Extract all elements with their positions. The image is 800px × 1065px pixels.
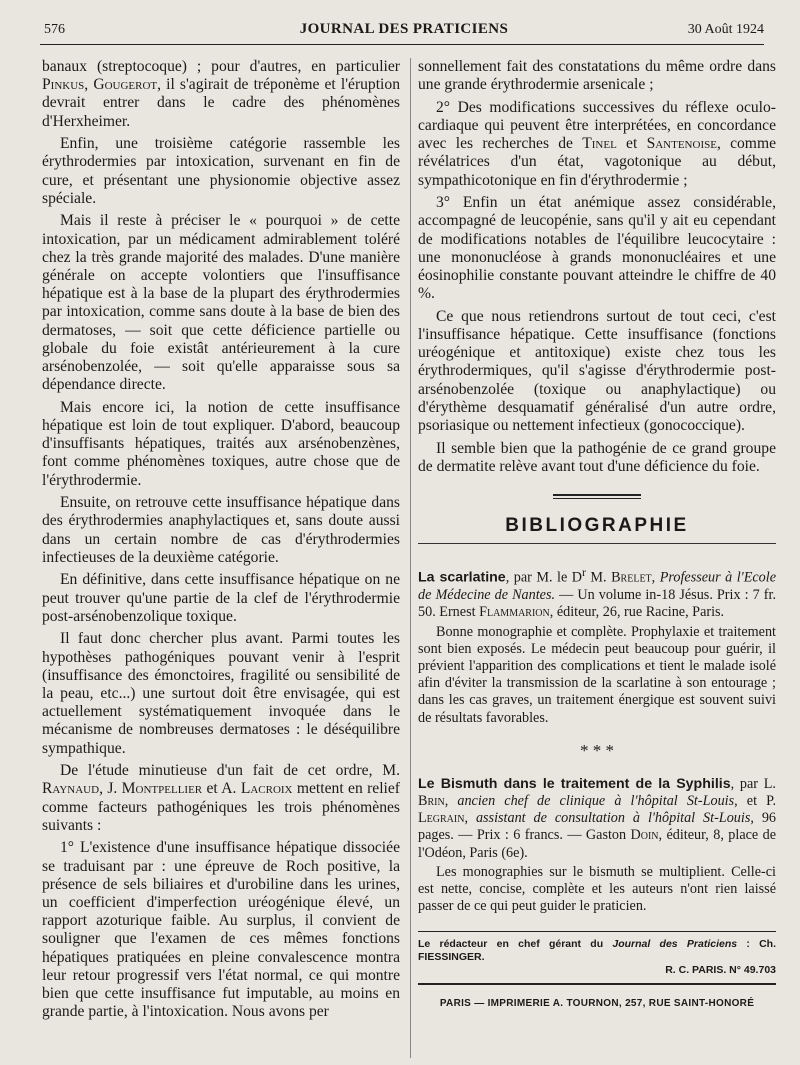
paragraph: Ce que nous retiendrons surtout de tout ceci, c'est l'insuffisance hépatique. Cette insuffisance (fonctions uréogénique et antitoxique) existe chez tous les érythrodermiques, qu'il s'agisse d'érythrodermie post-arsénobenzolée (toxique ou anaphylactique) ou d'érythème desquamatif généralisé d'un autre ordre, psoriasique ou nettement infectieux (gonococcique). bbox=[418, 307, 776, 435]
printer-imprint: PARIS — IMPRIMERIE A. TOURNON, 257, RUE SAINT-HONORÉ bbox=[439, 998, 755, 1010]
page-number: 576 bbox=[44, 22, 65, 37]
issue-date: 30 Août 1924 bbox=[687, 22, 764, 37]
section-rule bbox=[418, 543, 776, 544]
editor-imprint: Le rédacteur en chef gérant du Journal des Praticiens : Ch. FIESSINGER. R. C. PARIS. N° 49.703 bbox=[418, 938, 777, 977]
entry-citation: Le Bismuth dans le traitement de la Syphilis, par L. Brin, ancien chef de clinique à l'hôpital St-Louis, et P. Legrain, assistant de consultation à l'hôpital St-Louis, 96 pages. — Prix : 6 francs. — Gaston Doin, éditeur, 8, place de l'Odéon, Paris (6e). bbox=[418, 775, 777, 861]
paragraph: En définitive, dans cette insuffisance hépatique on ne peut trouver qu'une partie de la clef de l'érythrodermie post-arsénobenzolique toxique. bbox=[42, 571, 400, 625]
author-name: Brin bbox=[418, 793, 445, 809]
paragraph: Enfin, une troisième catégorie rassemble les érythrodermies par intoxication, survenant en fin de cure, et présentant une physionomie objective assez spéciale. bbox=[42, 135, 400, 207]
author-name: Santenoise bbox=[646, 135, 717, 153]
footer-rule bbox=[418, 983, 776, 985]
bibliography-entry bbox=[418, 776, 776, 916]
author-name: Lacroix bbox=[240, 780, 293, 798]
paragraph: Mais il reste à préciser le « pourquoi » de cette intoxication, par un médicament admirablement toléré chez la très grande majorité des malades. D'une manière générale on accepte volontiers que l'insuffisance hépatique est à la base de la plupart des érythrodermies par intoxication, comme sans doute à la base de bien des dermatoses, — soit que cette déficience partielle ou globale du foie existât antérieurement à la cure arsénobenzolée, — soit qu'elle apparaisse sous sa dépendance directe. bbox=[42, 212, 400, 394]
bibliography-section bbox=[418, 494, 776, 544]
footer-rule bbox=[418, 931, 776, 932]
paragraph: 1° L'existence d'une insuffisance hépatique dissociée se traduisant par : une épreuve de Roch positive, la présence de sels biliaires et d'urobiline dans les urines, un coefficient d'imperfection uréogénique élevé, un rapport azoturique faible. Au surplus, il convient de souligner que l'examen de ces mêmes fonctions hépatiques pratiquées en pleine convalescence montra leur retour progressif vers l'état normal, ce qui montre bien que cette insuffisance fut imputable, au moins en grande partie, à l'intoxication. Nous avons per bbox=[42, 839, 400, 1021]
bibliography-title: BIBLIOGRAPHIE bbox=[505, 515, 689, 537]
paragraph: 2° Des modifications successives du réflexe oculo-cardiaque qui peuvent être interprétées, en concordance avec les recherches de Tinel et Santenoise, comme révélatrices d'un état, vagotonique au début, sympathicotonique en fin d'érythrodermie ; bbox=[418, 98, 776, 189]
author-name: Legrain bbox=[418, 810, 465, 827]
paragraph: Il semble bien que la pathogénie de ce grand groupe de dermatite relève avant tout d'une déficience du foie. bbox=[418, 439, 776, 475]
author-name: Montpellier bbox=[121, 780, 203, 798]
book-title: La scarlatine bbox=[418, 569, 506, 586]
entry-citation: La scarlatine, par M. le $D^r$ M. Brelet, Professeur à l'Ecole de Médecine de Nantes. — Un volume in-18 Jésus. Prix : 7 fr. 50. Ernest Flammarion, éditeur, 26, rue Racine, Paris. bbox=[418, 565, 777, 621]
entry-review: Les monographies sur le bismuth se multiplient. Celle-ci est nette, concise, complète et les auteurs n'ont rien laissé passer de ce qui peut guider le praticien. bbox=[418, 863, 776, 915]
paragraph: Il faut donc chercher plus avant. Parmi toutes les hypothèses pathogéniques pouvant venir à l'esprit (insuffisance des émonctoires, fragilité ou sensibilité de la peau, etc...) une surtout doit être envisagée, qui est actuellement systématiquement invoquée dans le mécanisme de nombreuses dermatoses : le déséquilibre sympathique. bbox=[42, 630, 400, 757]
paragraph: 3° Enfin un état anémique assez considérable, accompagné de leucopénie, sans qu'il y ait eu cependant de modifications notables de l'équilibre leucocytaire : une mononucléose à grands mononucléaires et une éosinophilie constante pouvant atteindre le chiffre de 40 %. bbox=[418, 194, 776, 303]
entry-review: Bonne monographie et complète. Prophylaxie et traitement sont bien exposés. Le médecin peut beaucoup pour guérir, il prévient l'apparition des complications et tient le malade isolé afin d'éviter la transmission de la scarlatine à son entourage ; dans les cas graves, un traitement énergique est souvent suivi de résultats favorables. bbox=[418, 623, 776, 726]
left-column bbox=[42, 58, 400, 1026]
running-header bbox=[44, 18, 764, 42]
section-separator: * * * bbox=[580, 740, 614, 760]
author-name: Raynaud bbox=[42, 780, 100, 798]
right-column bbox=[418, 58, 776, 1014]
author-name: Brelet bbox=[611, 569, 652, 586]
paragraph: sonnellement fait des constatations du même ordre dans une grande érythrodermie arsenicale ; bbox=[418, 58, 776, 94]
paragraph: Ensuite, on retrouve cette insuffisance hépatique dans des érythrodermies anaphylactiques et, sans doute aussi dans un certain nombre de cas d'érythrodermies infectieuses de la deuxième catégorie. bbox=[42, 494, 400, 566]
publisher-name: Doin bbox=[630, 827, 659, 844]
column-divider bbox=[410, 58, 411, 1058]
journal-title: JOURNAL DES PRATICIENS bbox=[299, 21, 509, 37]
paragraph: banaux (streptocoque) ; pour d'autres, en particulier Pinkus, Gougerot, il s'agirait de tréponème et l'éruption devrait entrer dans le cadre des phénomènes d'Herxheimer. bbox=[42, 58, 400, 130]
author-name: Tinel bbox=[582, 135, 617, 153]
author-name: Pinkus bbox=[42, 76, 85, 94]
registration-number: R. C. PARIS. N° 49.703 bbox=[665, 964, 776, 977]
publisher-name: Flammarion bbox=[479, 604, 550, 621]
paragraph: De l'étude minutieuse d'un fait de cet ordre, M. Raynaud, J. Montpellier et A. Lacroix mettent en relief comme facteurs pathogéniques les trois phénomènes suivants : bbox=[42, 762, 401, 834]
paragraph: Mais encore ici, la notion de cette insuffisance hépatique est loin de tout expliquer. D'abord, beaucoup d'insuffisants hépatiques, traités aux arsénobenzènes, font comme phénomènes toxiques, autre chose que de l'érythrodermie. bbox=[42, 398, 400, 489]
author-name: Gougerot bbox=[93, 76, 158, 94]
bibliography-entry bbox=[418, 564, 776, 727]
book-title: Le Bismuth dans le traitement de la Syphilis bbox=[418, 775, 731, 792]
ornamental-rule bbox=[553, 494, 641, 499]
header-rule bbox=[40, 44, 764, 45]
